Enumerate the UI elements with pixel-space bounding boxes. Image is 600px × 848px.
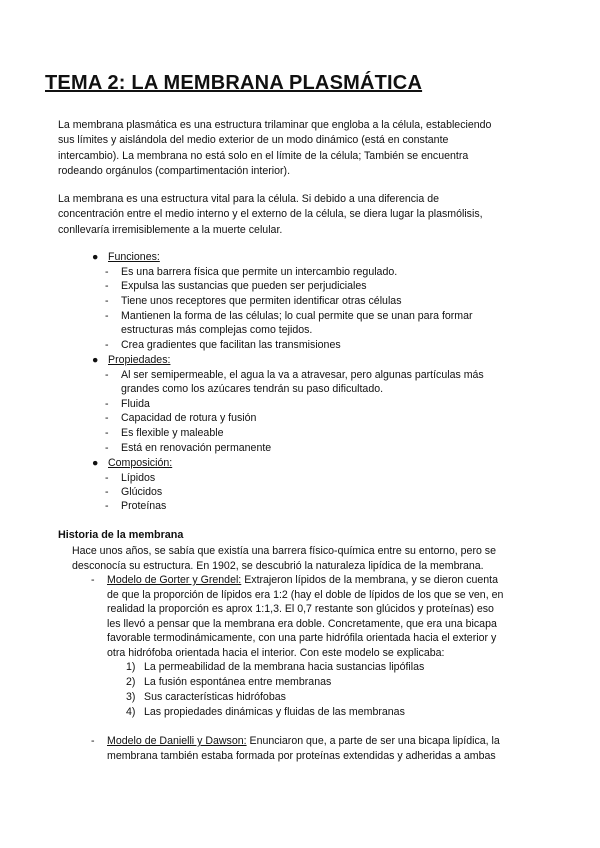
text-line: sus límites y aislándola del medio exterior de un modo dinámico (está en constante	[58, 134, 449, 147]
bullet-icon: ●	[92, 251, 99, 263]
dash-marker: -	[105, 295, 109, 307]
dash-marker: -	[105, 412, 109, 424]
list-item-text: Proteínas	[121, 500, 167, 512]
text-line: desconocía su estructura. En 1902, se descubrió la naturaleza lipídica de la membrana.	[72, 559, 484, 572]
item-number: 2)	[126, 676, 136, 688]
list-item-text: Capacidad de rotura y fusión	[121, 412, 257, 424]
text-line: otra hidrófoba orientada hacia el interior. Con este modelo se explicaba:	[107, 646, 445, 659]
section-label: Composición:	[108, 457, 173, 469]
text-line: intercambio). La membrana no está solo en el límite de la célula; También se encuentra	[58, 149, 469, 162]
text-line: La membrana es una estructura vital para la célula. Si debido a una diferencia de	[58, 193, 440, 205]
intro-paragraph-2	[58, 192, 528, 238]
dash-marker: -	[105, 310, 109, 322]
list-item-text: Es una barrera física que permite un intercambio regulado.	[121, 266, 398, 278]
text-line: Extrajeron lípidos de la membrana, y se dieron cuenta	[241, 574, 499, 586]
list-item-text: estructuras más complejas como tejidos.	[121, 324, 313, 337]
list-item-text: Glúcidos	[121, 486, 163, 498]
history-heading: Historia de la membrana	[58, 529, 184, 541]
list-item-text: grandes como los azúcares tendrán su paso dificultado.	[121, 383, 384, 396]
dash-marker: -	[105, 500, 109, 512]
section-label: Funciones:	[108, 251, 160, 263]
item-text: Sus características hidrófobas	[144, 691, 286, 703]
list-item-text: Crea gradientes que facilitan las transmisiones	[121, 339, 341, 351]
list-item-text: Es flexible y maleable	[121, 427, 224, 439]
text-line: favorable termodinámicamente, con una parte hidrófila orientada hacia el exterior y	[107, 632, 497, 644]
dash-marker: -	[91, 735, 95, 747]
dash-marker: -	[105, 472, 109, 484]
item-number: 4)	[126, 706, 136, 718]
page-title: TEMA 2: LA MEMBRANA PLASMÁTICA	[45, 72, 423, 94]
intro-paragraph-1	[58, 118, 528, 180]
text-line: rodeando orgánulos (compartimentación interior).	[58, 165, 291, 178]
text-line: concentración entre el medio interno y el externo de la célula, se diera lugar la plasmólisis,	[58, 208, 483, 221]
dash-marker: -	[91, 574, 95, 586]
text-line: les llevó a pensar que la membrana era doble. Concretamente, que era una bicapa	[107, 617, 497, 630]
list-item-text: Expulsa las sustancias que pueden ser perjudiciales	[121, 280, 367, 292]
dash-marker: -	[105, 266, 109, 278]
list-item-text: Tiene unos receptores que permiten identificar otras células	[121, 295, 402, 307]
text-line: conllevaría irremisiblemente a la muerte celular.	[58, 223, 283, 236]
text-line: La membrana plasmática es una estructura trilaminar que engloba a la célula, estableciendo	[58, 119, 492, 131]
dash-marker: -	[105, 280, 109, 292]
dash-marker: -	[105, 398, 109, 410]
text-line: Hace unos años, se sabía que existía una barrera físico-química entre su entorno, pero se	[72, 545, 496, 557]
item-number: 3)	[126, 691, 136, 703]
item-text: Las propiedades dinámicas y fluidas de las membranas	[144, 706, 405, 718]
dash-marker: -	[105, 369, 109, 381]
history-intro	[72, 544, 496, 573]
text-line: realidad la proporción es aprox 1:1,3. El 0,7 restante son glúcidos y proteínas) eso	[107, 603, 494, 615]
item-text: La fusión espontánea entre membranas	[144, 676, 332, 688]
dash-marker: -	[105, 427, 109, 439]
model-name: Modelo de Danielli y Dawson:	[107, 735, 247, 747]
model-name: Modelo de Gorter y Grendel:	[107, 574, 242, 586]
section-label: Propiedades:	[108, 354, 171, 366]
dash-marker: -	[105, 339, 109, 351]
list-item-text: Fluida	[121, 398, 150, 410]
list-item-text: Mantienen la forma de las células; lo cual permite que se unan para formar	[121, 310, 473, 322]
bullet-icon: ●	[92, 354, 99, 366]
text-line: Enunciaron que, a parte de ser una bicapa lipídica, la	[246, 735, 500, 747]
list-item-text: Lípidos	[121, 472, 156, 484]
text-line: de que la proporción de lípidos era 1:2 (hay el doble de lípidos de los que se ven, en	[107, 588, 504, 601]
list-item-text: Al ser semipermeable, el agua la va a atravesar, pero algunas partículas más	[121, 369, 484, 381]
list-item-text: Está en renovación permanente	[121, 442, 272, 454]
text-line: membrana también estaba formada por proteínas extendidas y adheridas a ambas	[107, 749, 496, 762]
item-number: 1)	[126, 661, 136, 673]
dash-marker: -	[105, 486, 109, 498]
bullet-icon: ●	[92, 457, 99, 469]
item-text: La permeabilidad de la membrana hacia sustancias lipófilas	[144, 661, 425, 673]
dash-marker: -	[105, 442, 109, 454]
